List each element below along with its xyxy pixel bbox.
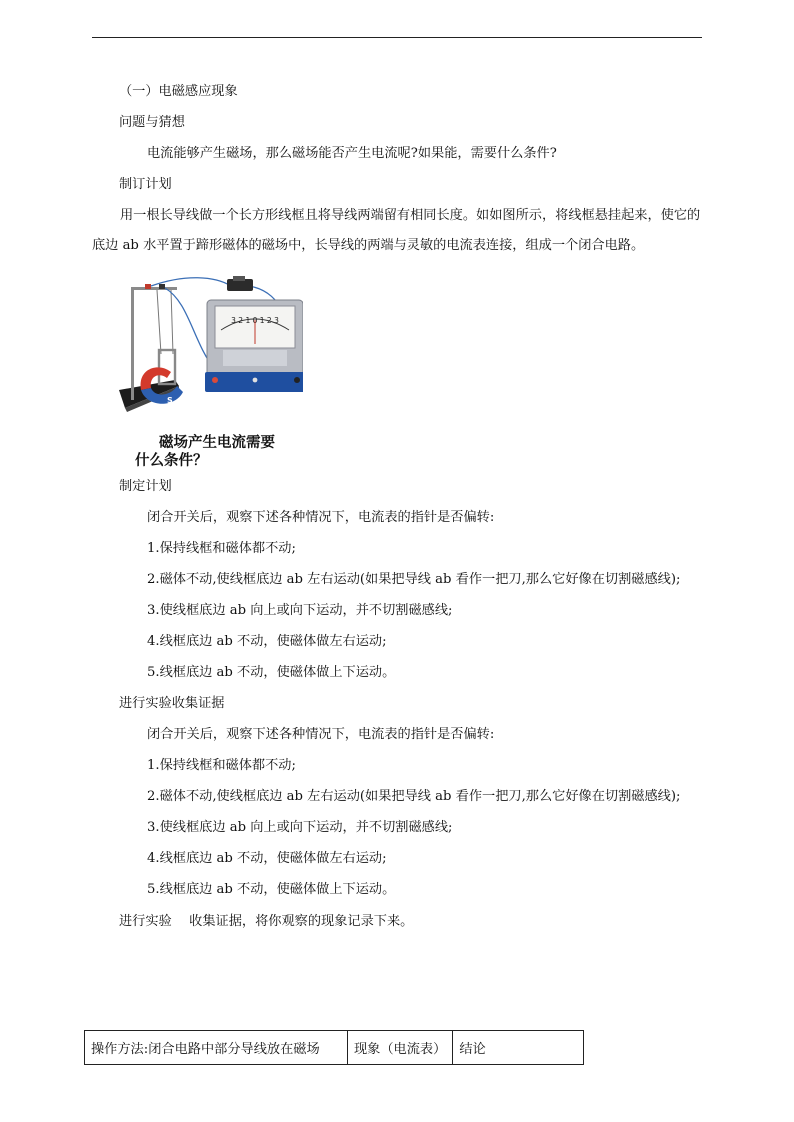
steps-b-item-3: 3.使线框底边 ab 向上或向下运动，并不切割磁感线; (147, 820, 453, 835)
wire-frame (159, 350, 175, 384)
meter-terminal-mid (253, 378, 258, 383)
meter-terminal-red (212, 377, 218, 383)
figure-caption-line-1: 磁场产生电流需要 (159, 435, 275, 451)
plan-heading: 制订计划 (119, 177, 172, 192)
section-title: （一）电磁感应现象 (119, 84, 238, 99)
steps-b-item-4: 4.线框底边 ab 不动，使磁体做左右运动; (147, 851, 387, 866)
experiment-figure (115, 272, 303, 469)
hanging-wire-right (171, 290, 173, 354)
steps-a-item-1: 1.保持线框和磁体都不动; (147, 541, 296, 556)
table-header-row (85, 1031, 584, 1065)
switch-lever (233, 276, 245, 281)
hanging-wire-left (157, 290, 161, 354)
figure-caption-line-2: 什么条件？ (135, 453, 208, 469)
observation-table (84, 1030, 584, 1065)
record-instruction: 进行实验 收集证据，将你观察的现象记录下来。 (119, 914, 414, 929)
steps-b-intro: 闭合开关后，观察下述各种情况下，电流表的指针是否偏转: (147, 727, 495, 742)
steps-a-item-4: 4.线框底边 ab 不动，使磁体做左右运动; (147, 634, 387, 649)
clip-red (145, 284, 151, 289)
steps-a-item-2: 2.磁体不动,使线框底边 ab 左右运动(如果把导线 ab 看作一把刀,那么它好像在切割磁感线); (147, 572, 681, 587)
steps-a-intro: 闭合开关后，观察下述各种情况下，电流表的指针是否偏转: (147, 510, 495, 525)
stand-pole (131, 288, 134, 400)
table-header-method: 操作方法:闭合电路中部分导线放在磁场 (85, 1031, 348, 1065)
table-header-phenomenon: 现象（电流表） (348, 1031, 453, 1065)
question-heading: 问题与猜想 (119, 115, 185, 130)
steps-b-item-1: 1.保持线框和磁体都不动; (147, 758, 296, 773)
steps-b-item-5: 5.线框底边 ab 不动，使磁体做上下运动。 (147, 882, 396, 897)
meter-label-plate (223, 350, 287, 366)
table-header-conclusion: 结论 (453, 1031, 584, 1065)
stand-arm (131, 287, 177, 290)
meter-terminal-black (294, 377, 300, 383)
header-rule (92, 37, 702, 38)
plan2-heading: 制定计划 (119, 479, 172, 494)
clip-black (159, 284, 165, 289)
plan-paragraph: 用一根长导线做一个长方形线框且将导线两端留有相同长度。如如图所示，将线框悬挂起来，使它的底边 ab 水平置于蹄形磁体的磁场中，长导线的两端与灵敏的电流表连接，组成一个闭合电路。 (92, 208, 701, 253)
magnet-label: S (167, 396, 173, 405)
experiment-heading: 进行实验收集证据 (119, 696, 225, 711)
meter-scale-labels: 3 2 1 0 1 2 3 (231, 316, 279, 325)
steps-a-item-3: 3.使线框底边 ab 向上或向下运动，并不切割磁感线; (147, 603, 453, 618)
steps-a-item-5: 5.线框底边 ab 不动，使磁体做上下运动。 (147, 665, 396, 680)
question-text: 电流能够产生磁场，那么磁场能否产生电流呢?如果能，需要什么条件? (147, 146, 557, 161)
steps-b-item-2: 2.磁体不动,使线框底边 ab 左右运动(如果把导线 ab 看作一把刀,那么它好像在切割磁感线); (147, 789, 681, 804)
